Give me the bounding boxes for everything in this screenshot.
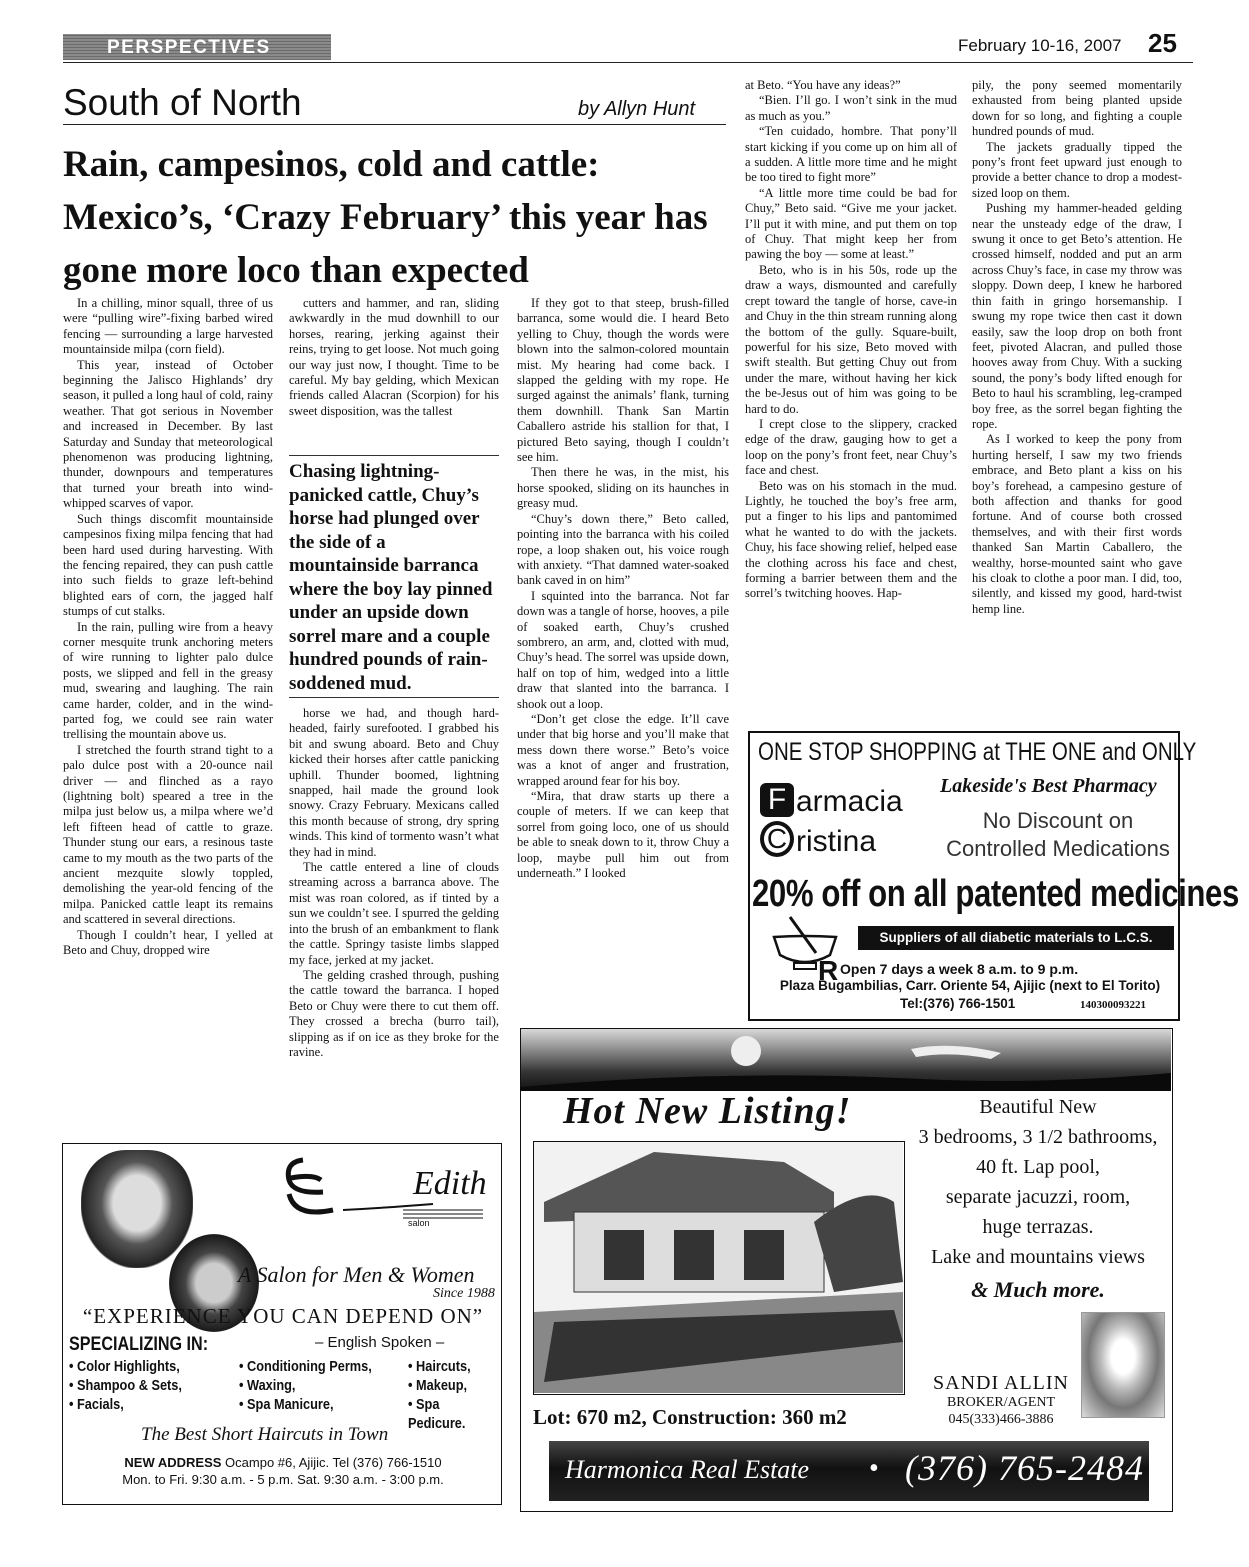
- salon-since: Since 1988: [433, 1286, 495, 1301]
- byline: by Allyn Hunt: [578, 98, 696, 120]
- agent-info: [921, 1372, 1081, 1428]
- list-item: • Haircuts,: [408, 1359, 471, 1375]
- salon-logo: [283, 1150, 493, 1230]
- pharmacy-ad: [748, 731, 1239, 1021]
- paragraph: In a chilling, minor squall, three of us were “pulling wire”-fixing barbed wired fencing — surrounding a large harvested mountainside milpa (corn field).: [63, 296, 273, 357]
- paragraph: pily, the pony seemed momentarily exhausted from being planted upside down for so long, and fighting a couple hundred pounds of mud.: [972, 78, 1182, 139]
- paragraph: Though I couldn’t hear, I yelled at Beto and Chuy, dropped wire: [63, 927, 273, 958]
- bullet-icon: •: [869, 1453, 879, 1484]
- column-name: South of North: [63, 82, 302, 123]
- agent-portrait: [1081, 1312, 1165, 1418]
- estate-footer: [549, 1441, 1149, 1501]
- list-item: • Spa Manicure,: [239, 1397, 334, 1413]
- paragraph: The cattle entered a line of clouds streaming across a barranca above. The mist was roan colored, as if tinted by a sun we couldn’t see. I spurred the gelding into the brush of an embankment to flank the cattle. Springy tasiste limbs slapped my face, jerked at my jacket.: [289, 860, 499, 967]
- pull-quote-rule-bottom: [289, 697, 499, 698]
- list-item: 40 ft. Lap pool,: [976, 1156, 1100, 1178]
- paragraph: “Don’t get close the edge. It’ll cave under that big horse and you’ll make that mess down there worse.” Beto’s voice was a knot of anger and frustration, wrapped around fear for his boy.: [517, 711, 729, 788]
- pharmacy-logo-c: C: [760, 821, 794, 857]
- paragraph: If they got to that steep, brush-filled barranca, some would die. I heard Beto yelling to Chuy, though the words were blown into the salmon-colored mountain mist. My hearing had come back. I slapped the gelding with my rope. He surged against the animals’ flank, turning them downhill. Thank San Martin Caballero astride his stallion for that, I pictured Beto saying, though I couldn’t see him.: [517, 296, 729, 465]
- page-number: 25: [1148, 28, 1177, 58]
- paragraph: “A little more time could be bad for Chuy,” Beto said. “Give me your jacket. I’ll put it with mine, and put them on top of Chuy. That might keep her from pawing the boy — some at least.”: [745, 185, 957, 262]
- paragraph: Beto was on his stomach in the mud. Lightly, he touched the boy’s free arm, put a finger to his lips and pantomimed what he wanted to do with the jackets. Chuy, his face showing relief, helped ease the clothing across his face and chest, forming a barrier between them and the sorrel’s twitching hooves. Hap-: [745, 478, 957, 601]
- paragraph: “Ten cuidado, hombre. That pony’ll start kicking if you come up on him all of a sudden. A little more time and he might be too tired to fight more”: [745, 124, 957, 185]
- estate-hot-listing: Hot New Listing!: [563, 1090, 852, 1132]
- pharmacy-name-line1: armacia: [796, 785, 903, 818]
- estate-house-photo: [533, 1141, 905, 1395]
- pharmacy-suppliers: Suppliers of all diabetic materials to L.C.S.: [858, 926, 1174, 950]
- list-item: • Conditioning Perms,: [239, 1359, 372, 1375]
- estate-company-phone: (376) 765-2484: [905, 1448, 1144, 1488]
- paragraph: I crept close to the slippery, cracked edge of the draw, gauging how to get a loop on the pony’s front feet, near Chuy’s face and chest.: [745, 416, 957, 478]
- estate-lot-size: Lot: 670 m2, Construction: 360 m2: [533, 1405, 847, 1429]
- list-item: Lake and mountains views: [931, 1246, 1145, 1268]
- article-column-2-top: [289, 296, 499, 419]
- agent-title: BROKER/AGENT: [946, 1395, 1056, 1410]
- paragraph: The jackets gradually tipped the pony’s front feet upward just enough to provide a better chance to drop a modest-sized loop on them.: [972, 139, 1182, 200]
- list-item: separate jacuzzi, room,: [945, 1186, 1131, 1208]
- paragraph: Pushing my hammer-headed gelding near the unsteady edge of the draw, I swung it once to get Beto’s attention. He crossed himself, nodded and put an arm across Chuy’s face, in case my throw was sloppy. Down deep, I knew he harbored thin faith in gringo horsemanship. I swung my rope twice then cast it down easily, saw the loop drop on both front feet, pivoted Alacran, and pulled those hooves away from Chuy. With a sucking sound, the pony’s body lifted enough for Beto to haul his scrambling, leg-cramped boy free, as the sorrel began fighting the rope.: [972, 201, 1182, 431]
- list-item: huge terrazas.: [982, 1216, 1094, 1238]
- real-estate-ad: [520, 1028, 1173, 1512]
- paragraph: at Beto. “You have any ideas?”: [745, 78, 901, 92]
- paragraph: “Bien. I’ll go. I won’t sink in the mud as much as you.”: [745, 93, 957, 123]
- salon-hours: Mon. to Fri. 9:30 a.m. - 5 p.m. Sat. 9:30 a.m. - 3:00 p.m.: [122, 1472, 444, 1487]
- estate-more: & Much more.: [971, 1277, 1105, 1302]
- issue-date: February 10-16, 2007: [958, 36, 1122, 55]
- list-item: 3 bedrooms, 3 1/2 bathrooms,: [918, 1126, 1158, 1148]
- salon-logo-word: salon: [408, 1218, 430, 1228]
- article-column-3: [517, 296, 729, 881]
- salon-quote: “EXPERIENCE YOU CAN DEPEND ON”: [82, 1304, 484, 1328]
- paragraph: horse we had, and though hard-headed, fairly surefooted. I grabbed his bit and swung aboard. Beto and Chuy kicked their horses after cattle panicking uphill. Thunder boomed, lightning snapped, hail made the ground look snowy. Crazy February. Mexicans called this month because of strong, dry spring winds. This kind of tormento wasn’t what they had in mind.: [289, 706, 499, 859]
- salon-english: – English Spoken –: [315, 1334, 445, 1351]
- pharmacy-hours: Open 7 days a week 8 a.m. to 9 p.m.: [840, 961, 1079, 977]
- list-item: • Spa Pedicure.: [408, 1397, 466, 1432]
- paragraph: Beto, who is in his 50s, rode up the draw a ways, dismounted and carefully crept toward the tangle of horse, cave-in and Chuy in the thin stream running along the bottom of the gully. Square-built, powerful for his size, Beto moved with swift stealth. But getting Chuy out from under the mare, without having her kick the be-Jesus out of him was going to be hard to do.: [745, 262, 957, 416]
- salon-address-label: NEW ADDRESS: [124, 1455, 222, 1470]
- paragraph: I squinted into the barranca. Not far down was a tangle of horse, hooves, a pile of soaked earth, Chuy’s crushed sombrero, an arm, and, clotted with mud, Chuy’s head. The sorrel was upside down, half on top of him, wedged into a little draw that slanted into the barranca. I shook out a loop.: [517, 588, 729, 711]
- list-item: Beautiful New: [979, 1096, 1097, 1118]
- salon-services-col1: [69, 1358, 182, 1415]
- pharmacy-logo-f: F: [760, 783, 794, 817]
- paragraph: “Chuy’s down there,” Beto called, pointing into the barranca with his coiled rope, a loop shaken out, his voice rough with anxiety. “That damned water-soaked bank caved in on him”: [517, 511, 729, 588]
- pull-quote-rule-top: [289, 455, 499, 456]
- salon-model-photo-1: [81, 1150, 193, 1268]
- pharmacy-phone: Tel:(376) 766-1501: [900, 996, 1016, 1011]
- rx-icon: R: [818, 955, 839, 986]
- salon-subtitle: A Salon for Men & Women: [238, 1262, 475, 1287]
- paragraph: In the rain, pulling wire from a heavy corner mesquite trunk anchoring meters of wire running to lighter palo dulce posts, we slipped and fell in the greasy mud, swearing and laughing. The rain came harder, colder, and in the wind-parted fog, we could see rain water trellising the mountain above us.: [63, 619, 273, 742]
- paragraph: I stretched the fourth strand tight to a palo dulce post with a 20-ounce nail driver — and flinched as a rayo (lightning bolt) speared a tree in the milpa just below us, a milpa where we’d left fifteen head of cattle to graze. Thunder stung our ears, a resinous taste came to my mouth as the two parts of the ancient mezquite slowly toppled, demolishing the year-old fencing of the milpa. Panicked cattle leapt its remains and scattered in several directions.: [63, 742, 273, 927]
- salon-best: The Best Short Haircuts in Town: [141, 1424, 389, 1445]
- paragraph: Then there he was, in the mist, his horse spooked, sliding on its haunches in greasy mud.: [517, 465, 729, 511]
- paragraph: The gelding crashed through, pushing the cattle toward the barranca. I hoped Beto or Chuy were there to cut them off. They crossed a brecha (burro tail), slipping as if on ice as they broke for the ravine.: [289, 967, 499, 1059]
- estate-banner-image: [521, 1029, 1171, 1091]
- paragraph: This year, instead of October beginning the Jalisco Highlands’ dry season, it pulled a long haul of cold, rainy weather. That got serious in November and increased in December. By last Saturday and Sunday that meteorological phenomenon was producing lightning, thunder, downpours and temperatures that turned your breath into wind-whipped scarves of vapor.: [63, 357, 273, 511]
- salon-services-col2: [239, 1358, 372, 1415]
- pull-quote: Chasing lightning-panicked cattle, Chuy’s horse had plunged over the side of a mountainside barranca where the boy lay pinned under an upside down sorrel mare and a couple hundred pounds of rain-soddened mud.: [289, 461, 493, 694]
- list-item: • Color Highlights,: [69, 1359, 180, 1375]
- pharmacy-offer: 20% off on all patented medicines: [752, 873, 1239, 915]
- headline: Rain, campesinos, cold and cattle: Mexico’s, ‘Crazy February’ this year has gone more loco than expected: [63, 144, 708, 291]
- estate-company: Harmonica Real Estate: [565, 1455, 810, 1484]
- list-item: • Makeup,: [408, 1378, 468, 1394]
- estate-features: [907, 1092, 1169, 1272]
- agent-name: SANDI ALLIN: [933, 1372, 1069, 1394]
- article-column-2-bottom: [289, 706, 499, 1060]
- pharmacy-tagline: Lakeside's Best Pharmacy: [940, 775, 1157, 797]
- paragraph: “Mira, that draw starts up there a couple of meters. If we can keep that sorrel from going loco, one of us should be able to sneak down to it, throw Chuy a loop, maybe pull him out from underneath.” I looked: [517, 789, 729, 881]
- paragraph: As I worked to keep the pony from hurting herself, I saw my two friends embrace, and Beto plant a kiss on his boy’s forehead, a campesino gesture of both affection and thanks for good fortune. And of course both crossed themselves, and with their first words thanked San Martin Caballero, the wealthy, horse-mounted saint who gave his cloak to clothe a poor man. I did, too, silently, and kissed my good, hard-twist hemp line.: [972, 432, 1182, 616]
- salon-address-text: Ocampo #6, Ajijic. Tel (376) 766-1510: [225, 1455, 442, 1470]
- pharmacy-no-discount: No Discount on Controlled Medications: [946, 808, 1170, 861]
- list-item: • Waxing,: [239, 1378, 296, 1394]
- salon-services-col3: [408, 1358, 490, 1434]
- list-item: • Shampoo & Sets,: [69, 1378, 182, 1394]
- pharmacy-name-line2: ristina: [796, 825, 877, 858]
- article-column-4: [745, 78, 957, 602]
- article-column-5: [972, 78, 1182, 617]
- pharmacy-address: Plaza Bugambilias, Carr. Oriente 54, Ajijic (next to El Torito): [779, 978, 1161, 993]
- agent-phone: 045(333)466-3886: [948, 1412, 1054, 1427]
- pharmacy-code: 140300093221: [1080, 999, 1146, 1011]
- salon-logo-text: Edith: [413, 1165, 487, 1202]
- salon-specializing: SPECIALIZING IN:: [69, 1334, 209, 1355]
- column-rule: [63, 124, 726, 125]
- list-item: • Facials,: [69, 1397, 124, 1413]
- paragraph: Such things discomfit mountainside campesinos fixing milpa fencing that had been hard used during harvesting. With the fencing repaired, they can push cattle into such fields to graze left-behind blighted ears of corn, the jagged half stumps of cut stalks.: [63, 511, 273, 619]
- pharmacy-headline: ONE STOP SHOPPING at THE ONE and ONLY: [758, 738, 1197, 766]
- article-column-1: [63, 296, 273, 958]
- section-label: PERSPECTIVES: [63, 34, 331, 60]
- header-rule: [63, 62, 1193, 63]
- paragraph: cutters and hammer, and ran, sliding awkwardly in the mud downhill to our horses, rearing, jerking against their reins, trying to get loose. Not much going our way just now, I thought. Time to be careful. My bay gelding, which Mexican friends called Alacran (Scorpion) for his sweet disposition, was the tallest: [289, 296, 499, 418]
- salon-ad: [62, 1143, 502, 1505]
- salon-address: [83, 1454, 483, 1488]
